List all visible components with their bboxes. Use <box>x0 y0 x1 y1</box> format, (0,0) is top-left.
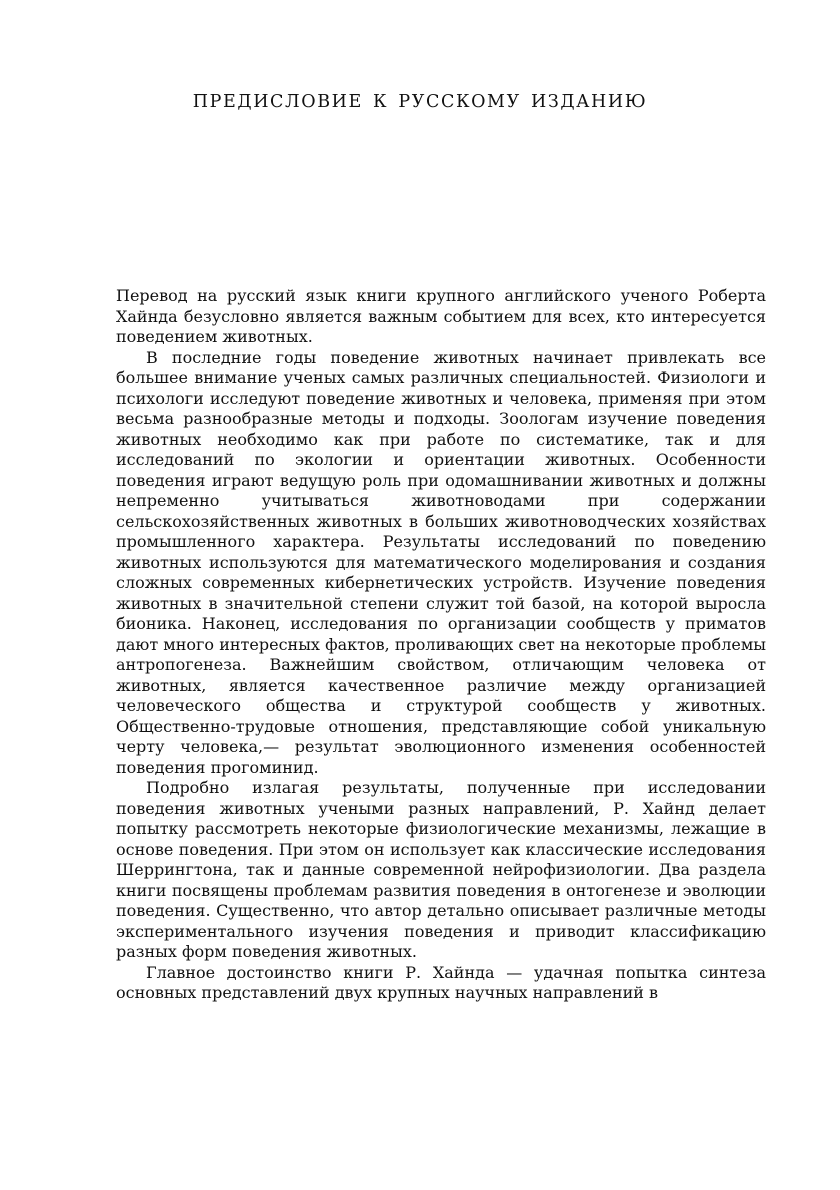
paragraph: Подробно излагая результаты, полученные при исследовании поведения животных учеными разных направлений, Р. Хайнд делает попытку рассмотреть некоторые физиологические механизмы, лежащие в основе поведения. При этом он использует как классические исследования Шеррингтона, так и данные современной нейрофизиологии. Два раздела книги посвящены проблемам развития поведения в онтогенезе и эволюции поведения. Существенно, что автор детально описывает различные методы экспериментального изучения поведения и приводит классификацию разных форм поведения животных. <box>116 778 766 961</box>
page-title: ПРЕДИСЛОВИЕ К РУССКОМУ ИЗДАНИЮ <box>192 91 648 112</box>
body-text <box>116 286 766 1004</box>
paragraph: Главное достоинство книги Р. Хайнда — удачная попытка синтеза основных представлений двух крупных научных направлений в <box>116 962 766 1002</box>
paragraph: Перевод на русский язык книги крупного английского ученого Роберта Хайнда безусловно является важным событием для всех, кто интересуется поведением животных. <box>116 286 766 346</box>
paragraph: В последние годы поведение животных начинает привлекать все большее внимание ученых самых различных специальностей. Физиологи и психологи исследуют поведение животных и человека, применяя при этом весьма разнообразные методы и подходы. Зоологам изучение поведения животных необходимо как при работе по систематике, так и для исследований по экологии и ориентации животных. Особенности поведения играют ведущую роль при одомашнивании животных и должны непременно учитываться животноводами при содержании сельскохозяйственных животных в больших животноводческих хозяйствах промышленного характера. Результаты исследований по поведению животных используются для математического моделирования и создания сложных современных кибернетических устройств. Изучение поведения животных в значительной степени служит той базой, на которой выросла бионика. Наконец, исследования по организации сообществ у приматов дают много интересных фактов, проливающих свет на некоторые проблемы антропогенеза. Важнейшим свойством, отличающим человека от животных, является качественное различие между организацией человеческого общества и структурой сообществ у животных. Общественно-трудовые отношения, представляющие собой уникальную черту человека,— результат эволюционного изменения особенностей поведения прогоминид. <box>116 347 766 777</box>
